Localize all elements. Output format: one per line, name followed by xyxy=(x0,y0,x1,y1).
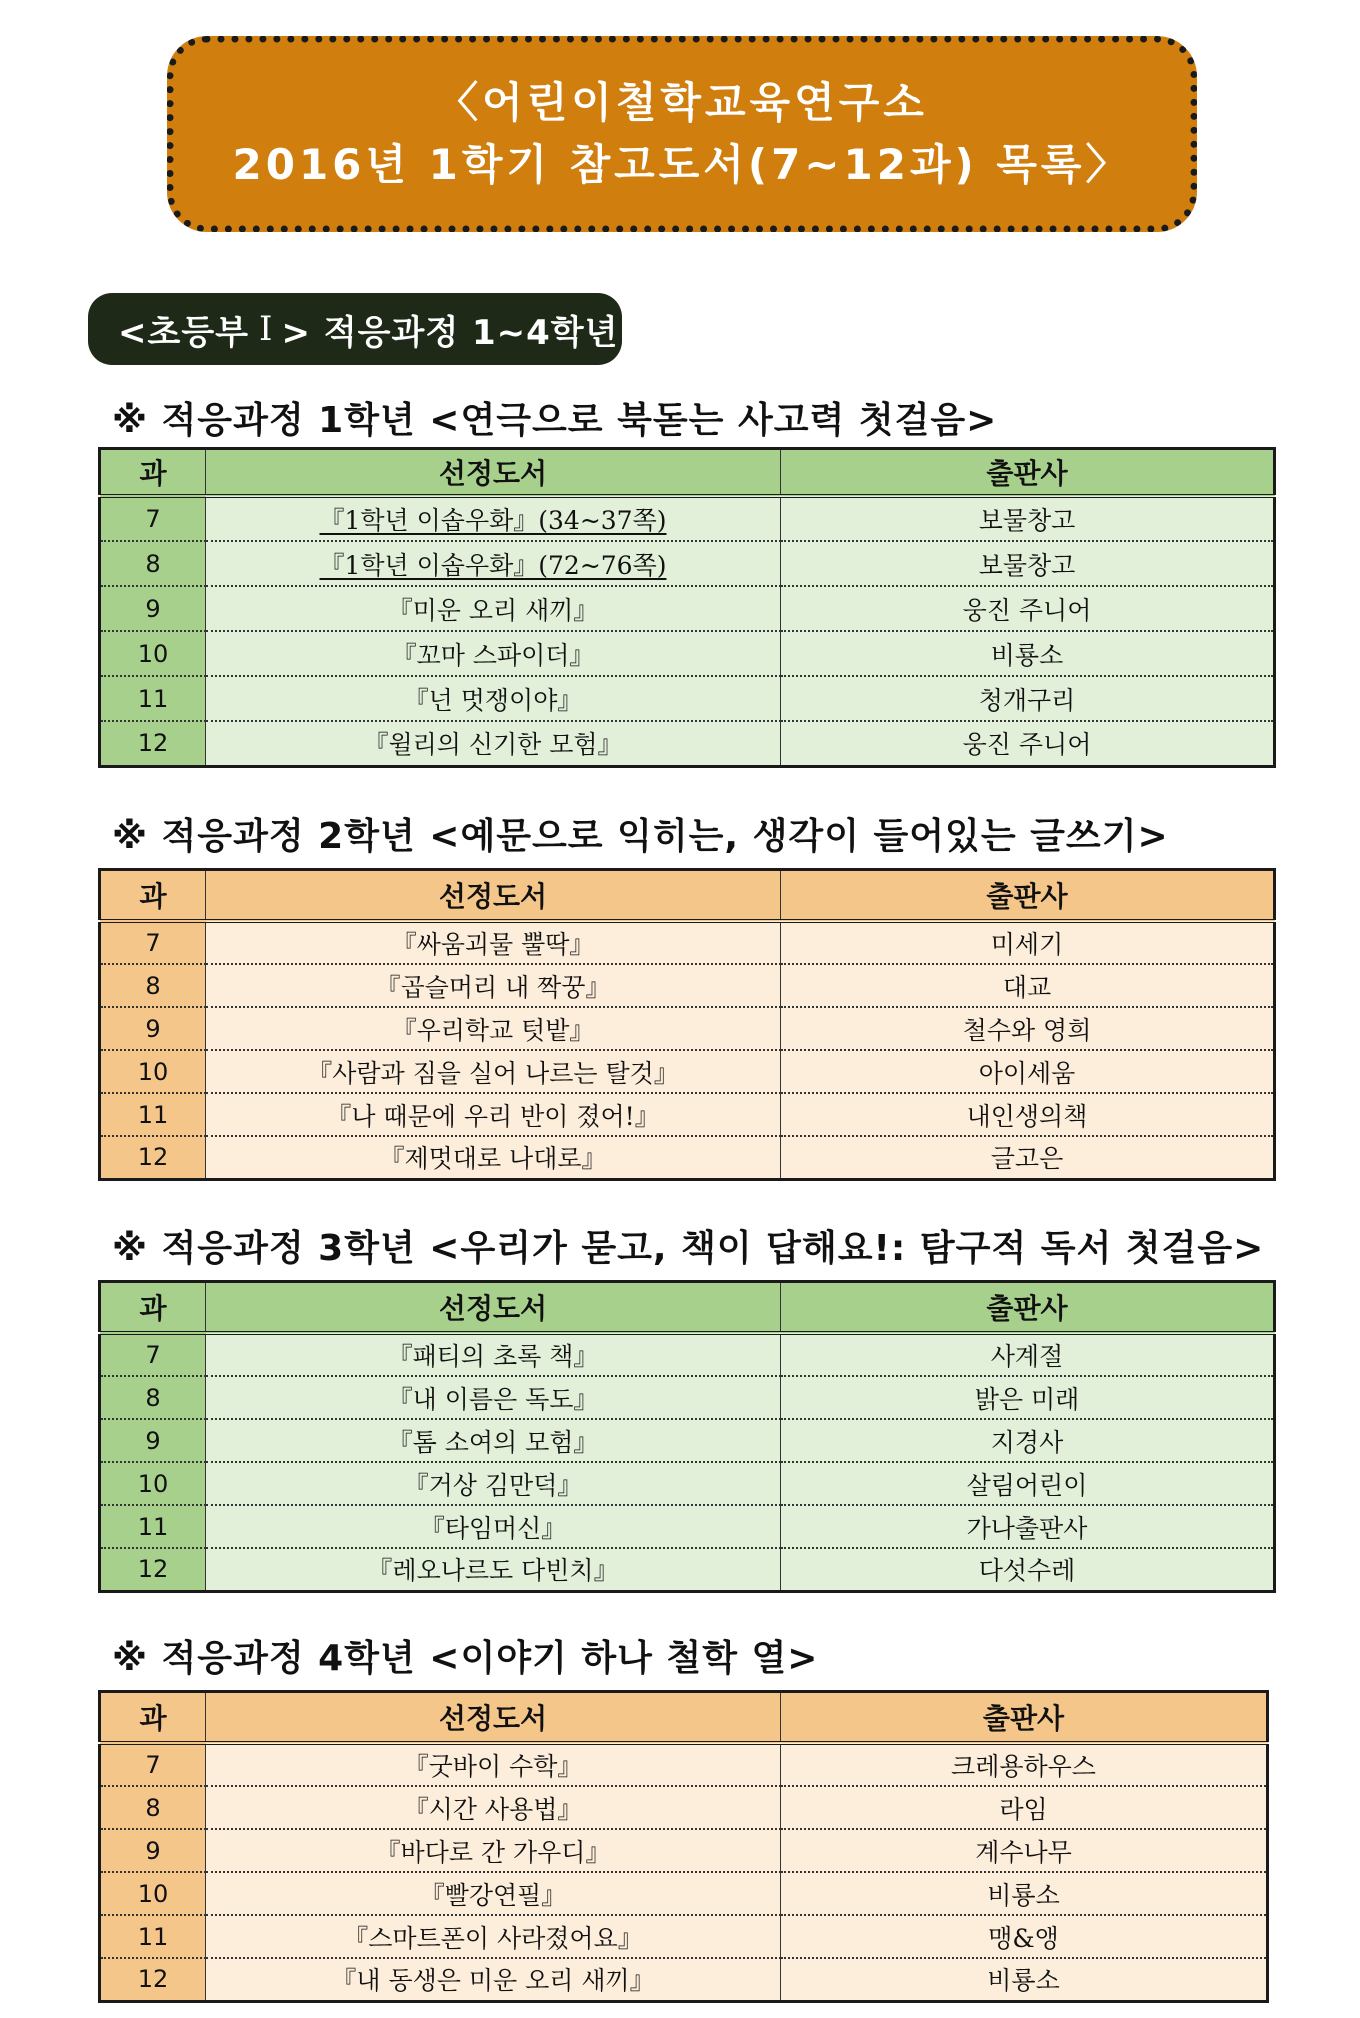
table-row xyxy=(100,1419,1275,1462)
table-row xyxy=(100,1093,1275,1136)
book-title: 『싸움괴물 뿔딱』 xyxy=(206,921,781,964)
lesson-number: 11 xyxy=(100,1093,206,1136)
publisher: 보물창고 xyxy=(781,496,1275,541)
publisher: 보물창고 xyxy=(781,541,1275,586)
lesson-number: 8 xyxy=(100,1376,206,1419)
lesson-number: 8 xyxy=(100,1786,206,1829)
table-row xyxy=(100,1958,1268,2001)
book-title: 『내 이름은 독도』 xyxy=(206,1376,781,1419)
lesson-number: 7 xyxy=(100,1743,206,1786)
publisher: 철수와 영희 xyxy=(781,1007,1275,1050)
publisher: 맹&앵 xyxy=(781,1915,1268,1958)
table-row xyxy=(100,964,1275,1007)
table-row xyxy=(100,1376,1275,1419)
publisher: 웅진 주니어 xyxy=(781,586,1275,631)
publisher: 미세기 xyxy=(781,921,1275,964)
book-title: 『레오나르도 다빈치』 xyxy=(206,1548,781,1591)
book-table-grade-2 xyxy=(98,868,1276,1181)
column-header-publisher: 출판사 xyxy=(781,1692,1268,1744)
book-title: 『미운 오리 새끼』 xyxy=(206,586,781,631)
table-row xyxy=(100,676,1275,721)
table-row xyxy=(100,496,1275,541)
column-header-book: 선정도서 xyxy=(206,1692,781,1744)
publisher: 내인생의책 xyxy=(781,1093,1275,1136)
table-row xyxy=(100,1462,1275,1505)
table-row xyxy=(100,1915,1268,1958)
publisher: 라임 xyxy=(781,1786,1268,1829)
table-header-row xyxy=(100,449,1275,497)
lesson-number: 10 xyxy=(100,1050,206,1093)
table-row xyxy=(100,1007,1275,1050)
lesson-number: 11 xyxy=(100,1505,206,1548)
book-title: 『우리학교 텃밭』 xyxy=(206,1007,781,1050)
publisher: 지경사 xyxy=(781,1419,1275,1462)
book-title: 『사람과 짐을 실어 나르는 탈것』 xyxy=(206,1050,781,1093)
book-table-grade-4 xyxy=(98,1690,1269,2003)
lesson-number: 10 xyxy=(100,1872,206,1915)
lesson-number: 12 xyxy=(100,1136,206,1179)
book-title: 『시간 사용법』 xyxy=(206,1786,781,1829)
publisher: 살림어린이 xyxy=(781,1462,1275,1505)
table-row xyxy=(100,1872,1268,1915)
book-title: 『1학년 이솝우화』(72~76쪽) xyxy=(206,541,781,586)
lesson-number: 7 xyxy=(100,496,206,541)
section-title-grade-2: ※ 적응과정 2학년 <예문으로 익히는, 생각이 들어있는 글쓰기> xyxy=(112,816,1169,857)
lesson-number: 7 xyxy=(100,1333,206,1376)
table-row xyxy=(100,1743,1268,1786)
book-title: 『바다로 간 가우디』 xyxy=(206,1829,781,1872)
lesson-number: 12 xyxy=(100,1958,206,2001)
column-header-lesson: 과 xyxy=(100,1282,206,1334)
section-title-grade-4: ※ 적응과정 4학년 <이야기 하나 철학 열> xyxy=(112,1638,819,1679)
book-title: 『거상 김만덕』 xyxy=(206,1462,781,1505)
lesson-number: 11 xyxy=(100,676,206,721)
lesson-number: 10 xyxy=(100,631,206,676)
publisher: 대교 xyxy=(781,964,1275,1007)
lesson-number: 9 xyxy=(100,1419,206,1462)
column-header-lesson: 과 xyxy=(100,449,206,497)
table-row xyxy=(100,586,1275,631)
table-header-row xyxy=(100,870,1275,922)
lesson-number: 8 xyxy=(100,541,206,586)
table-row xyxy=(100,631,1275,676)
publisher: 비룡소 xyxy=(781,631,1275,676)
table-row xyxy=(100,1548,1275,1591)
table-row xyxy=(100,1050,1275,1093)
publisher: 아이세움 xyxy=(781,1050,1275,1093)
table-row xyxy=(100,1505,1275,1548)
publisher: 계수나무 xyxy=(781,1829,1268,1872)
publisher: 밝은 미래 xyxy=(781,1376,1275,1419)
publisher: 크레용하우스 xyxy=(781,1743,1268,1786)
book-title: 『스마트폰이 사라졌어요』 xyxy=(206,1915,781,1958)
column-header-lesson: 과 xyxy=(100,870,206,922)
document-title-line-2: 2016년 1학기 참고도서(7~12과) 목록〉 xyxy=(232,140,1132,189)
book-title: 『1학년 이솝우화』(34~37쪽) xyxy=(206,496,781,541)
lesson-number: 10 xyxy=(100,1462,206,1505)
book-title: 『타임머신』 xyxy=(206,1505,781,1548)
lesson-number: 7 xyxy=(100,921,206,964)
lesson-number: 11 xyxy=(100,1915,206,1958)
book-title: 『패티의 초록 책』 xyxy=(206,1333,781,1376)
publisher: 다섯수레 xyxy=(781,1548,1275,1591)
lesson-number: 12 xyxy=(100,1548,206,1591)
document-title-line-1: 〈어린이철학교육연구소 xyxy=(436,78,928,127)
lesson-number: 9 xyxy=(100,1829,206,1872)
publisher: 글고은 xyxy=(781,1136,1275,1179)
publisher: 비룡소 xyxy=(781,1958,1268,2001)
lesson-number: 9 xyxy=(100,1007,206,1050)
division-roman-numeral: Ⅰ xyxy=(259,309,274,349)
column-header-publisher: 출판사 xyxy=(781,449,1275,497)
table-row xyxy=(100,541,1275,586)
book-title: 『내 동생은 미운 오리 새끼』 xyxy=(206,1958,781,2001)
book-table-grade-3 xyxy=(98,1280,1276,1593)
table-row xyxy=(100,1829,1268,1872)
publisher: 청개구리 xyxy=(781,676,1275,721)
book-title: 『곱슬머리 내 짝꿍』 xyxy=(206,964,781,1007)
table-row xyxy=(100,1136,1275,1179)
book-title: 『윌리의 신기한 모험』 xyxy=(206,721,781,766)
column-header-book: 선정도서 xyxy=(206,1282,781,1334)
table-row xyxy=(100,721,1275,766)
publisher: 비룡소 xyxy=(781,1872,1268,1915)
column-header-book: 선정도서 xyxy=(206,870,781,922)
column-header-publisher: 출판사 xyxy=(781,870,1275,922)
book-title: 『나 때문에 우리 반이 졌어!』 xyxy=(206,1093,781,1136)
lesson-number: 12 xyxy=(100,721,206,766)
book-title: 『굿바이 수학』 xyxy=(206,1743,781,1786)
publisher: 가나출판사 xyxy=(781,1505,1275,1548)
section-title-grade-1: ※ 적응과정 1학년 <연극으로 북돋는 사고력 첫걸음> xyxy=(112,400,998,441)
book-title: 『넌 멋쟁이야』 xyxy=(206,676,781,721)
division-prefix: <초등부 xyxy=(118,312,250,353)
table-row xyxy=(100,921,1275,964)
table-header-row xyxy=(100,1282,1275,1334)
table-row xyxy=(100,1786,1268,1829)
section-title-grade-3: ※ 적응과정 3학년 <우리가 묻고, 책이 답해요!: 탐구적 독서 첫걸음> xyxy=(112,1228,1265,1269)
document-title-banner xyxy=(167,36,1197,232)
column-header-book: 선정도서 xyxy=(206,449,781,497)
table-header-row xyxy=(100,1692,1268,1744)
book-table-grade-1 xyxy=(98,447,1276,768)
column-header-lesson: 과 xyxy=(100,1692,206,1744)
book-title: 『빨강연필』 xyxy=(206,1872,781,1915)
table-row xyxy=(100,1333,1275,1376)
lesson-number: 9 xyxy=(100,586,206,631)
division-label xyxy=(88,293,622,365)
book-title: 『꼬마 스파이더』 xyxy=(206,631,781,676)
book-title: 『톰 소여의 모험』 xyxy=(206,1419,781,1462)
column-header-publisher: 출판사 xyxy=(781,1282,1275,1334)
division-suffix: > 적응과정 1~4학년 xyxy=(281,312,619,353)
lesson-number: 8 xyxy=(100,964,206,1007)
publisher: 사계절 xyxy=(781,1333,1275,1376)
book-title: 『제멋대로 나대로』 xyxy=(206,1136,781,1179)
publisher: 웅진 주니어 xyxy=(781,721,1275,766)
